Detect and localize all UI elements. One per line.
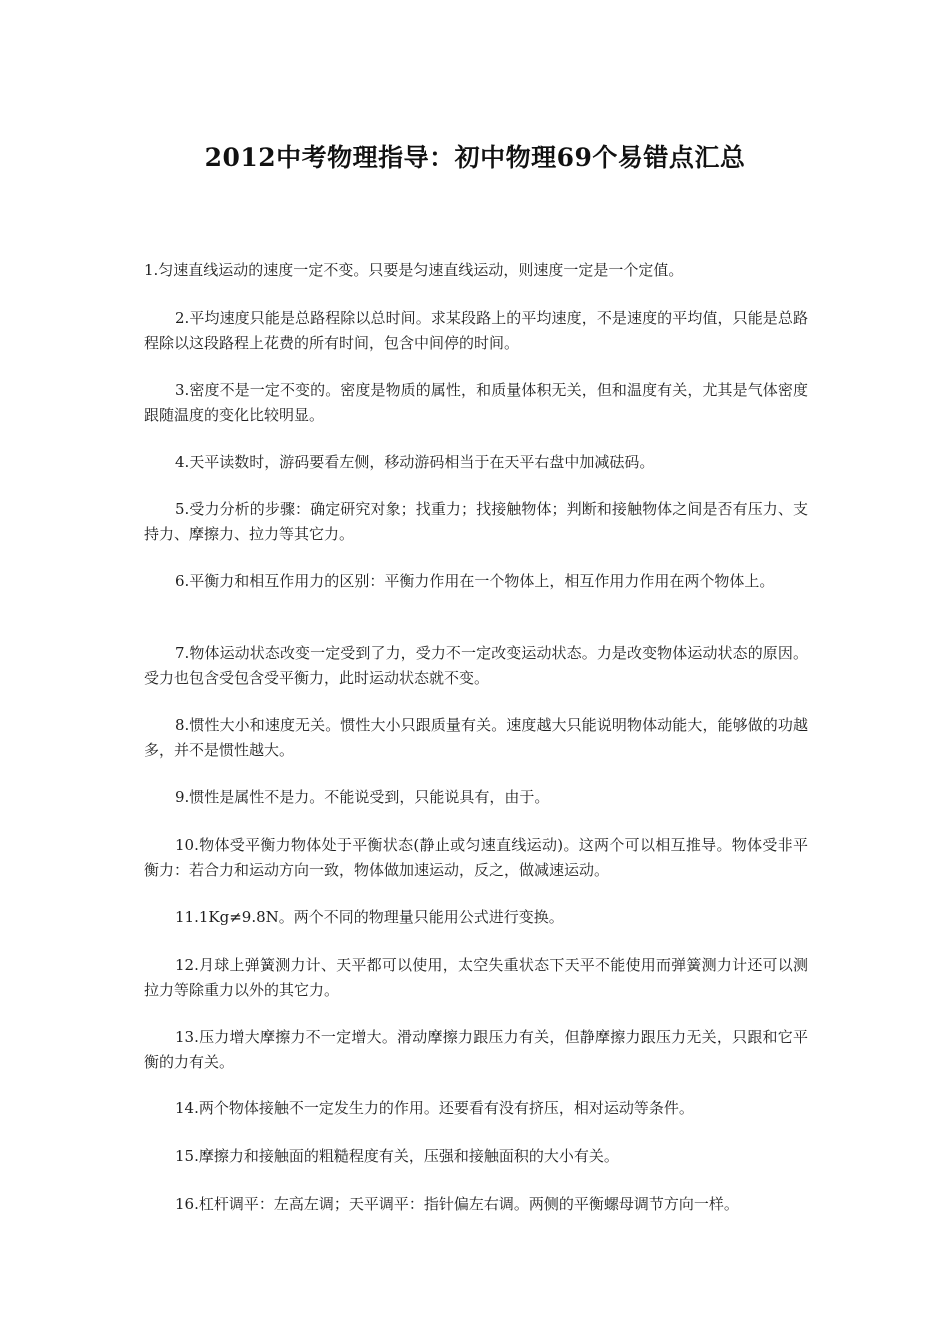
item-13: 13.压力增大摩擦力不一定增大。滑动摩擦力跟压力有关，但静摩擦力跟压力无关，只跟和它平衡的力有关。 (144, 1028, 808, 1071)
item-8: 8.惯性大小和速度无关。惯性大小只跟质量有关。速度越大只能说明物体动能大，能够做的功越多，并不是惯性越大。 (144, 716, 808, 759)
item-6: 6.平衡力和相互作用力的区别：平衡力作用在一个物体上，相互作用力作用在两个物体上。 (175, 572, 775, 590)
item-9: 9.惯性是属性不是力。不能说受到，只能说具有，由于。 (175, 788, 550, 806)
item-15: 15.摩擦力和接触面的粗糙程度有关，压强和接触面积的大小有关。 (175, 1147, 619, 1165)
item-4: 4.天平读数时，游码要看左侧，移动游码相当于在天平右盘中加减砝码。 (175, 453, 655, 471)
item-1: 1.匀速直线运动的速度一定不变。只要是匀速直线运动，则速度一定是一个定值。 (144, 261, 684, 279)
item-12: 12.月球上弹簧测力计、天平都可以使用，太空失重状态下天平不能使用而弹簧测力计还可以测拉力等除重力以外的其它力。 (144, 956, 808, 999)
item-5: 5.受力分析的步骤：确定研究对象；找重力；找接触物体；判断和接触物体之间是否有压力、支持力、摩擦力、拉力等其它力。 (144, 500, 808, 543)
item-7: 7.物体运动状态改变一定受到了力，受力不一定改变运动状态。力是改变物体运动状态的原因。受力也包含受包含受平衡力，此时运动状态就不变。 (144, 644, 808, 687)
item-11: 11.1Kg≠9.8N。两个不同的物理量只能用公式进行变换。 (175, 908, 564, 926)
item-16: 16.杠杆调平：左高左调；天平调平：指针偏左右调。两侧的平衡螺母调节方向一样。 (175, 1195, 739, 1213)
item-2: 2.平均速度只能是总路程除以总时间。求某段路上的平均速度，不是速度的平均值，只能是总路程除以这段路程上花费的所有时间，包含中间停的时间。 (144, 309, 808, 352)
page-title: 2012中考物理指导：初中物理69个易错点汇总 (204, 143, 746, 172)
item-10: 10.物体受平衡力物体处于平衡状态(静止或匀速直线运动)。这两个可以相互推导。物体受非平衡力：若合力和运动方向一致，物体做加速运动，反之，做减速运动。 (144, 836, 808, 879)
item-14: 14.两个物体接触不一定发生力的作用。还要看有没有挤压，相对运动等条件。 (175, 1099, 694, 1117)
item-3: 3.密度不是一定不变的。密度是物质的属性，和质量体积无关，但和温度有关，尤其是气体密度跟随温度的变化比较明显。 (144, 381, 808, 424)
